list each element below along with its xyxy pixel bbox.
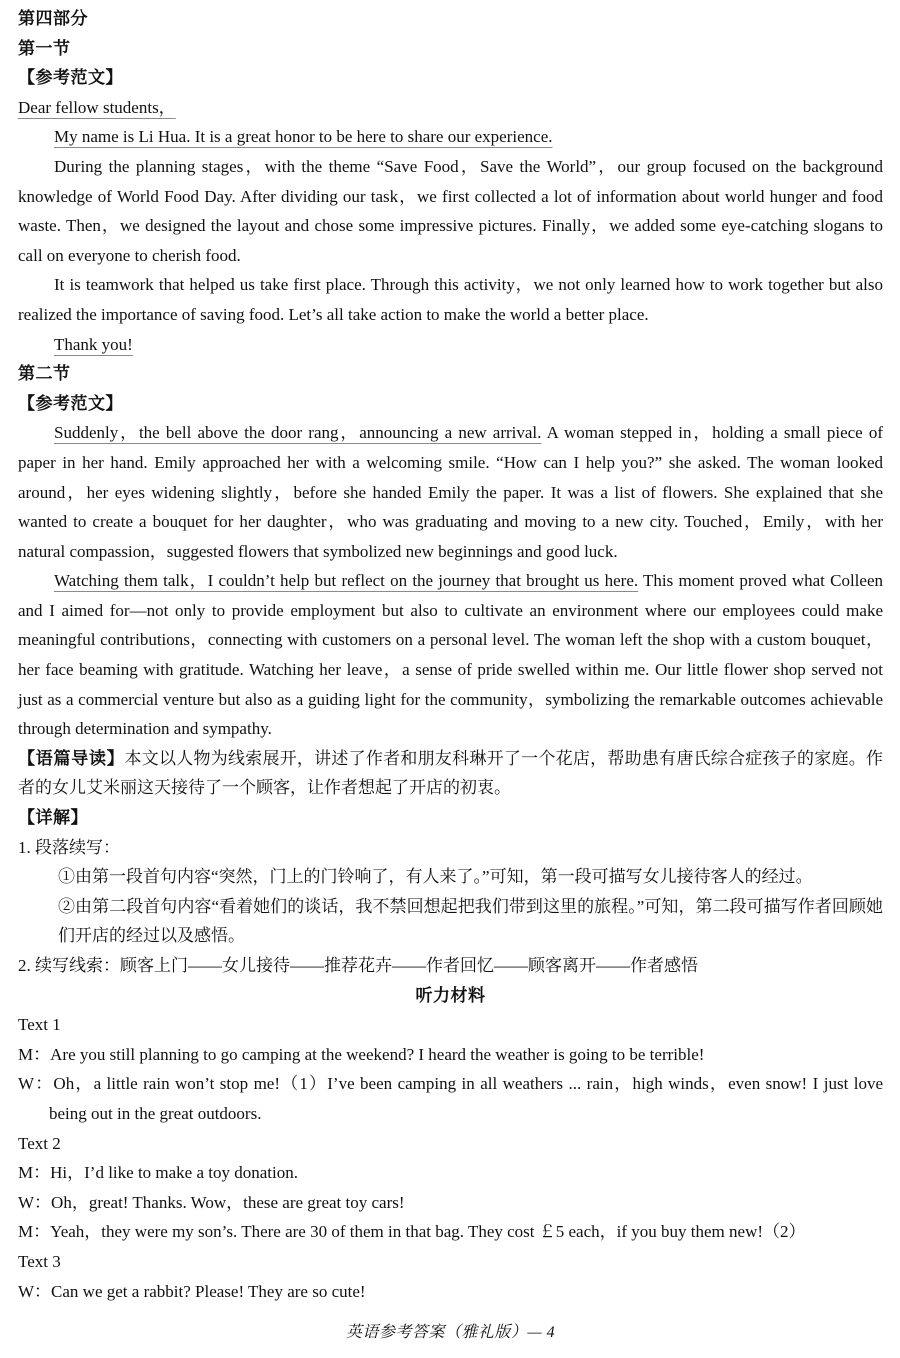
passage-guide-text: 本文以人物为线索展开，讲述了作者和朋友科琳开了一个花店，帮助患有唐氏综合症孩子的家庭。作者的女儿艾米丽这天接待了一个顾客，让作者想起了开店的初衷。: [18, 748, 884, 798]
listening-text3-line-w: [18, 1277, 883, 1307]
essay2-paragraph-2: [18, 566, 883, 744]
speaker-label: M：: [18, 1222, 51, 1242]
dialog-text: Can we get a rabbit? Please! They are so cute!: [51, 1281, 366, 1301]
reference-essay-label-1: 【参考范文】: [18, 68, 123, 88]
passage-guide: [18, 744, 883, 803]
detail-label: 【详解】: [18, 808, 88, 828]
speaker-label: W：: [18, 1281, 52, 1301]
essay2-para2-body: This moment proved what Colleen and I aimed for—not only to provide employment but also to cultivate an environment where our employees could make meaningful contributions，connecting with customers on a personal level. The woman left the shop with a custom bouquet，her face beaming with gratitude. Watching her leave，a sense of pride swelled within me. Our little flower shop served not just as a commercial venture but also as a guiding light for the community，symbolizing the remarkable outcomes achievable through determination and sympathy.: [18, 571, 883, 739]
essay1-opening-text: My name is Li Hua. It is a great honor to be here to share our experience.: [54, 127, 553, 147]
speaker-label: W：: [18, 1074, 54, 1094]
heading-section-two: 第二节: [18, 364, 71, 384]
detail-item-1-sub-1: ①由第一段首句内容“突然，门上的门铃响了，有人来了。”可知，第一段可描写女儿接待客人的经过。: [58, 867, 813, 887]
speaker-label: M：: [18, 1163, 51, 1183]
detail-item-2: 2. 续写线索：顾客上门——女儿接待——推荐花卉——作者回忆——顾客离开——作者感悟: [18, 956, 698, 975]
dialog-text: Oh，great! Thanks. Wow，these are great toy cars!: [51, 1192, 405, 1212]
essay1-opening-line: [18, 122, 883, 152]
listening-text1-label: Text 1: [18, 1015, 61, 1035]
listening-text1-line-w: [18, 1069, 883, 1128]
detail-item-1-sub-2: ②由第二段首句内容“看着她们的谈话，我不禁回想起把我们带到这里的旅程。”可知，第二段可描写作者回顾她们开店的经过以及感悟。: [58, 896, 883, 946]
listening-material-title: 听力材料: [415, 985, 486, 1005]
essay1-closing-line: [18, 330, 883, 360]
passage-guide-label: 【语篇导读】: [18, 748, 125, 768]
essay2-para1-underlined-sentence: Suddenly，the bell above the door rang，announcing a new arrival.: [54, 423, 542, 443]
heading-section-one: 第一节: [18, 38, 71, 58]
speaker-label: W：: [18, 1192, 52, 1212]
listening-text2-label: Text 2: [18, 1133, 61, 1153]
essay1-salutation-text: Dear fellow students，: [18, 97, 176, 117]
dialog-text: Hi，I’d like to make a toy donation.: [50, 1163, 298, 1183]
dialog-text: Are you still planning to go camping at the weekend? I heard the weather is going to be terrible!: [50, 1044, 705, 1064]
essay1-paragraph-2: It is teamwork that helped us take first place. Through this activity，we not only learned how to work together but also realized the importance of saving food. Let’s all take action to make the world a better place.: [18, 275, 883, 324]
listening-text2-line-w: [18, 1188, 883, 1218]
essay1-closing-text: Thank you!: [54, 334, 133, 354]
essay2-para1-body: A woman stepped in，holding a small piece of paper in her hand. Emily approached her with a welcoming smile. “How can I help you?” she asked. The woman looked around，her eyes widening slightly，before she handed Emily the paper. It was a list of flowers. She explained that she wanted to create a bouquet for her daughter，who was graduating and moving to a new city. Touched，Emily，with her natural compassion，suggested flowers that symbolized new beginnings and good luck.: [18, 423, 883, 561]
essay2-paragraph-1: [18, 418, 883, 566]
page-footer: 英语参考答案（雅礼版）— 4: [345, 1324, 556, 1342]
speaker-label: M：: [18, 1044, 51, 1064]
listening-text2-line-m1: [18, 1158, 883, 1188]
dialog-text: Oh，a little rain won’t stop me!（1）I’ve been camping in all weathers ... rain，high winds，even snow! I just love being out in the great outdoors.: [49, 1074, 883, 1123]
essay1-salutation: [18, 93, 883, 123]
listening-text2-line-m2: [18, 1217, 883, 1247]
heading-part-four: 第四部分: [18, 9, 88, 28]
essay2-para2-underlined-sentence: Watching them talk，I couldn’t help but reflect on the journey that brought us here.: [54, 571, 639, 591]
listening-text3-label: Text 3: [18, 1251, 61, 1271]
detail-item-1: 1. 段落续写：: [18, 837, 120, 857]
reference-essay-label-2: 【参考范文】: [18, 393, 123, 413]
essay1-paragraph-1: During the planning stages，with the theme “Save Food，Save the World”，our group focused on the background knowledge of World Food Day. After dividing our task，we first collected a lot of information about world hunger and food waste. Then，we designed the layout and chose some impressive pictures. Finally，we added some eye-catching slogans to call on everyone to cherish food.: [18, 156, 883, 265]
listening-text1-line-m: [18, 1040, 883, 1070]
dialog-text: Yeah，they were my son’s. There are 30 of them in that bag. They cost ￡5 each，if you buy them new!（2）: [50, 1222, 806, 1242]
